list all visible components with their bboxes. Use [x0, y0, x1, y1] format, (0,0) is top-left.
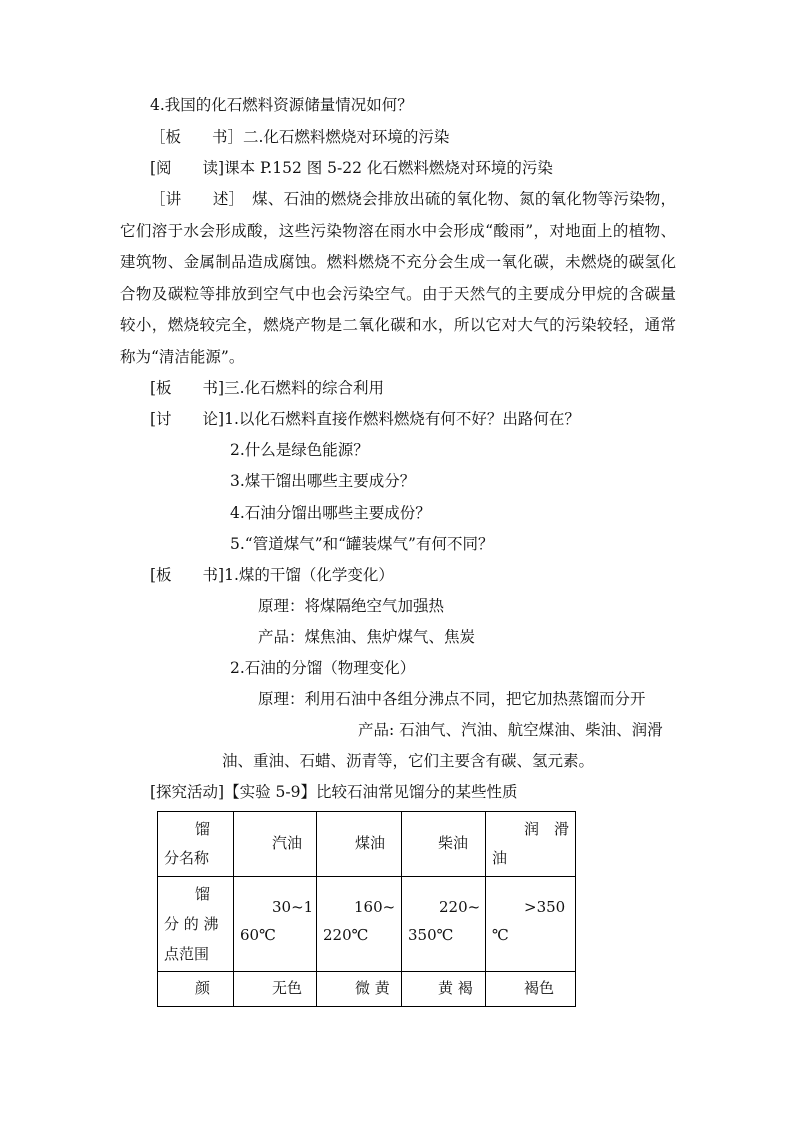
header-gasoline: 汽油: [234, 812, 317, 877]
oil-products-line2: 油、重油、石蜡、沥青等，它们主要含有碳、氢元素。: [222, 752, 595, 770]
discussion-q1: [讨 论]1.以化石燃料直接作燃料燃烧有何不好？出路何在？: [150, 410, 580, 428]
discussion-q5: 5.“管道煤气”和“罐装煤气”有何不同？: [230, 535, 494, 553]
table-row: [158, 877, 576, 972]
lecture-paragraph: ［讲 述］ 煤、石油的燃烧会排放出硫的氧化物、氮的氧化物等污染物，它们溶于水会形成酸，这些污染物溶在雨水中会形成“酸雨”，对地面上的植物、建筑物、金属制品造成腐蚀。燃料燃烧不充分会生成一氧化碳，未燃烧的碳氢化合物及碳粒等排放到空气中也会污染空气。由于天然气的主要成分甲烷的含碳量较小，燃烧较完全，燃烧产物是二氧化碳和水，所以它对大气的污染较轻，通常称为“清洁能源”。: [120, 190, 676, 366]
color-label: 颜: [158, 972, 234, 1007]
question-4: 4.我国的化石燃料资源储量情况如何？: [150, 96, 413, 114]
board-heading-2: ［板 书］二.化石燃料燃烧对环境的污染: [150, 128, 450, 146]
discussion-q2: 2.什么是绿色能源？: [230, 441, 369, 459]
boiling-range-label: 馏 分 的 沸 点范围: [158, 877, 234, 972]
fractions-table: [157, 811, 576, 1007]
header-lubricant: 润 滑 油: [486, 812, 576, 877]
color-lubricant: 褐色: [486, 972, 576, 1007]
boiling-diesel: 220~ 350℃: [402, 877, 486, 972]
header-kerosene: 煤油: [317, 812, 402, 877]
board-heading-coal: [板 书]1.煤的干馏（化学变化）: [150, 566, 394, 584]
coal-principle: 原理：将煤隔绝空气加强热: [258, 597, 445, 615]
color-gasoline: 无色: [234, 972, 317, 1007]
board-heading-3: [板 书]三.化石燃料的综合利用: [150, 379, 385, 397]
table-row: [158, 812, 576, 877]
reading-note: [阅 读]课本 P.152 图 5-22 化石燃料燃烧对环境的污染: [150, 159, 553, 177]
activity-heading: [探究活动]【实验 5-9】比较石油常见馏分的某些性质: [150, 783, 518, 801]
oil-products-line1: 产品: 石油气、汽油、航空煤油、柴油、润滑: [358, 721, 663, 739]
coal-products: 产品：煤焦油、焦炉煤气、焦炭: [258, 628, 476, 646]
discussion-q3: 3.煤干馏出哪些主要成分？: [230, 472, 416, 490]
boiling-kerosene: 160~ 220℃: [317, 877, 402, 972]
boiling-gasoline: 30~1 60℃: [234, 877, 317, 972]
header-fraction-name: 馏 分名称: [158, 812, 234, 877]
oil-heading: 2.石油的分馏（物理变化）: [230, 659, 416, 677]
color-kerosene: 微 黄: [317, 972, 402, 1007]
color-diesel: 黄 褐: [402, 972, 486, 1007]
table-row: [158, 972, 576, 1007]
boiling-lubricant: >350 ℃: [486, 877, 576, 972]
header-diesel: 柴油: [402, 812, 486, 877]
oil-principle: 原理：利用石油中各组分沸点不同，把它加热蒸馏而分开: [258, 690, 646, 708]
discussion-q4: 4.石油分馏出哪些主要成份？: [230, 504, 431, 522]
